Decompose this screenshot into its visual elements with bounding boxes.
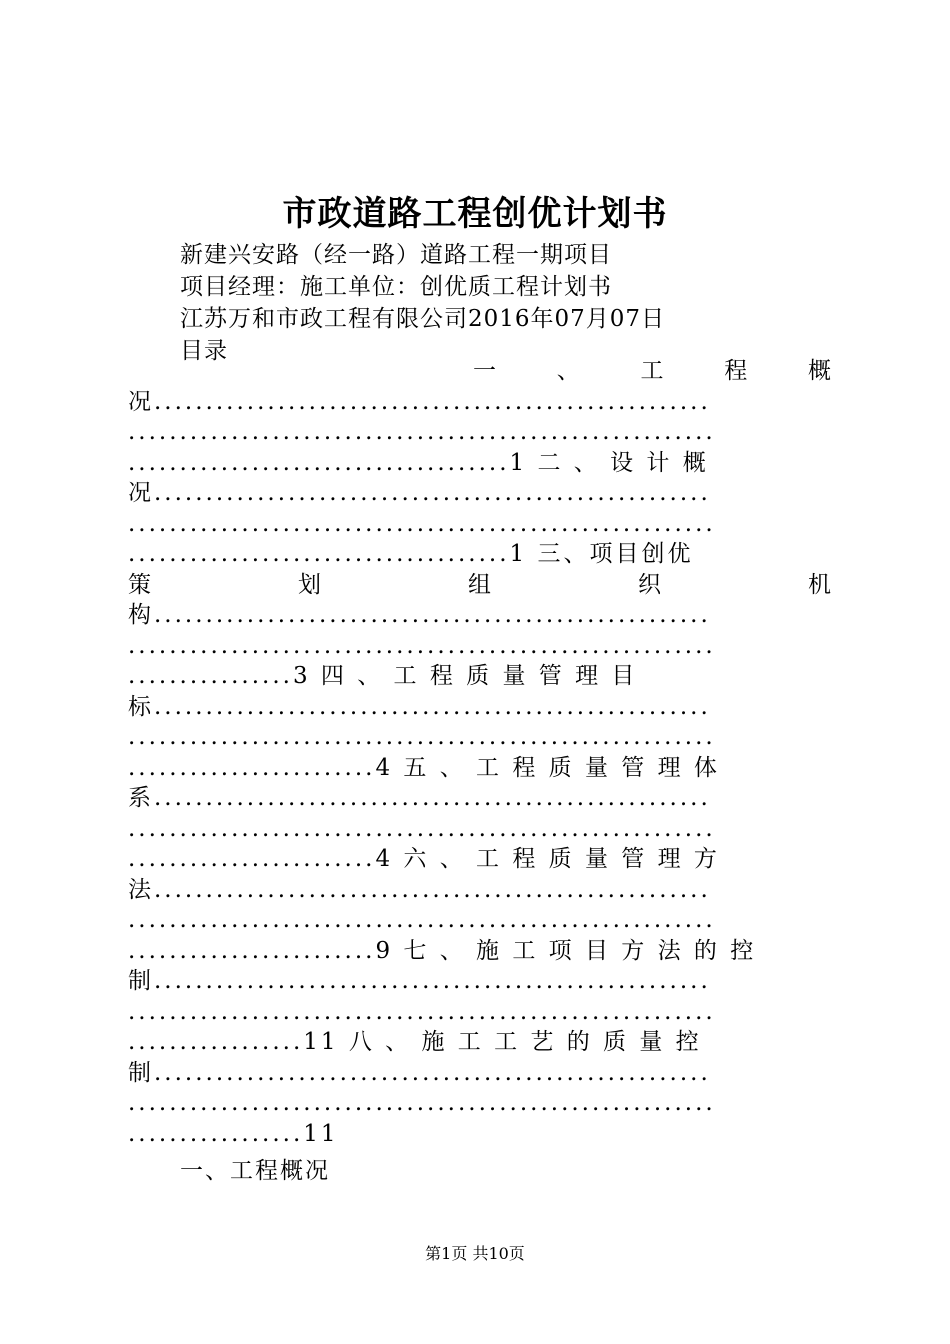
toc-line: .................11 — [128, 1120, 339, 1147]
toc-line: .....................................1 二 、 设 计 概 — [128, 449, 709, 476]
toc-char: 组 — [468, 571, 491, 598]
toc-line: 况...................................................... — [128, 480, 711, 506]
toc-char: 机 — [808, 571, 831, 598]
toc-char: 程 — [724, 358, 748, 384]
toc-line: 法...................................................... — [128, 876, 711, 903]
toc-line: 构...................................................... — [128, 602, 711, 628]
toc-char: 、 — [556, 358, 580, 384]
toc-line: ........................4 五 、 工 程 质 量 管 理 体 — [128, 754, 720, 781]
document-title: 市政道路工程创优计划书 — [282, 194, 668, 234]
toc-line: .................11 八 、 施 工 工 艺 的 质 量 控 — [128, 1029, 702, 1055]
toc-char: 策 — [128, 571, 151, 598]
toc-line: ......................................................... — [128, 1090, 716, 1116]
toc-line: ........................4 六 、 工 程 质 量 管 理 方 — [128, 846, 720, 872]
toc-line: ......................................................... — [128, 907, 716, 933]
toc-line: 制...................................................... — [128, 1059, 711, 1086]
toc-entry-1-start — [128, 356, 831, 387]
toc-char: 概 — [808, 358, 831, 384]
toc-line: 况...................................................... — [128, 388, 711, 415]
page-footer: 第1页 共10页 — [425, 1244, 525, 1263]
toc-line: ......................................................... — [128, 510, 716, 537]
toc-line: ......................................................... — [128, 998, 716, 1025]
toc-char: 划 — [298, 571, 321, 598]
toc-line: ......................................................... — [128, 815, 716, 842]
toc-line: ......................................................... — [128, 419, 716, 445]
toc-char: 织 — [638, 571, 661, 598]
company-date-line: 江苏万和市政工程有限公司2016年07月07日 — [180, 306, 666, 332]
toc-entry-3-cont — [128, 570, 831, 601]
toc-line: 制...................................................... — [128, 968, 711, 994]
table-of-contents — [128, 356, 831, 1149]
project-manager-line: 项目经理：施工单位：创优质工程计划书 — [180, 274, 612, 300]
toc-char: 工 — [640, 358, 664, 384]
toc-line: ................3 四 、 工 程 质 量 管 理 目 — [128, 663, 638, 689]
toc-line: 系...................................................... — [128, 785, 711, 811]
toc-line: 标...................................................... — [128, 693, 711, 720]
toc-line: ......................................................... — [128, 724, 716, 750]
toc-char: 一 — [473, 358, 496, 384]
toc-line: .....................................1 三、项目创优 — [128, 541, 694, 567]
toc-line: ......................................................... — [128, 632, 716, 659]
project-name-line: 新建兴安路（经一路）道路工程一期项目 — [180, 242, 612, 268]
toc-line: ........................9 七 、 施 工 项 目 方 法 的 控 — [128, 937, 757, 964]
section-heading: 一、工程概况 — [180, 1158, 330, 1184]
toc-heading: 目录 — [180, 338, 228, 364]
